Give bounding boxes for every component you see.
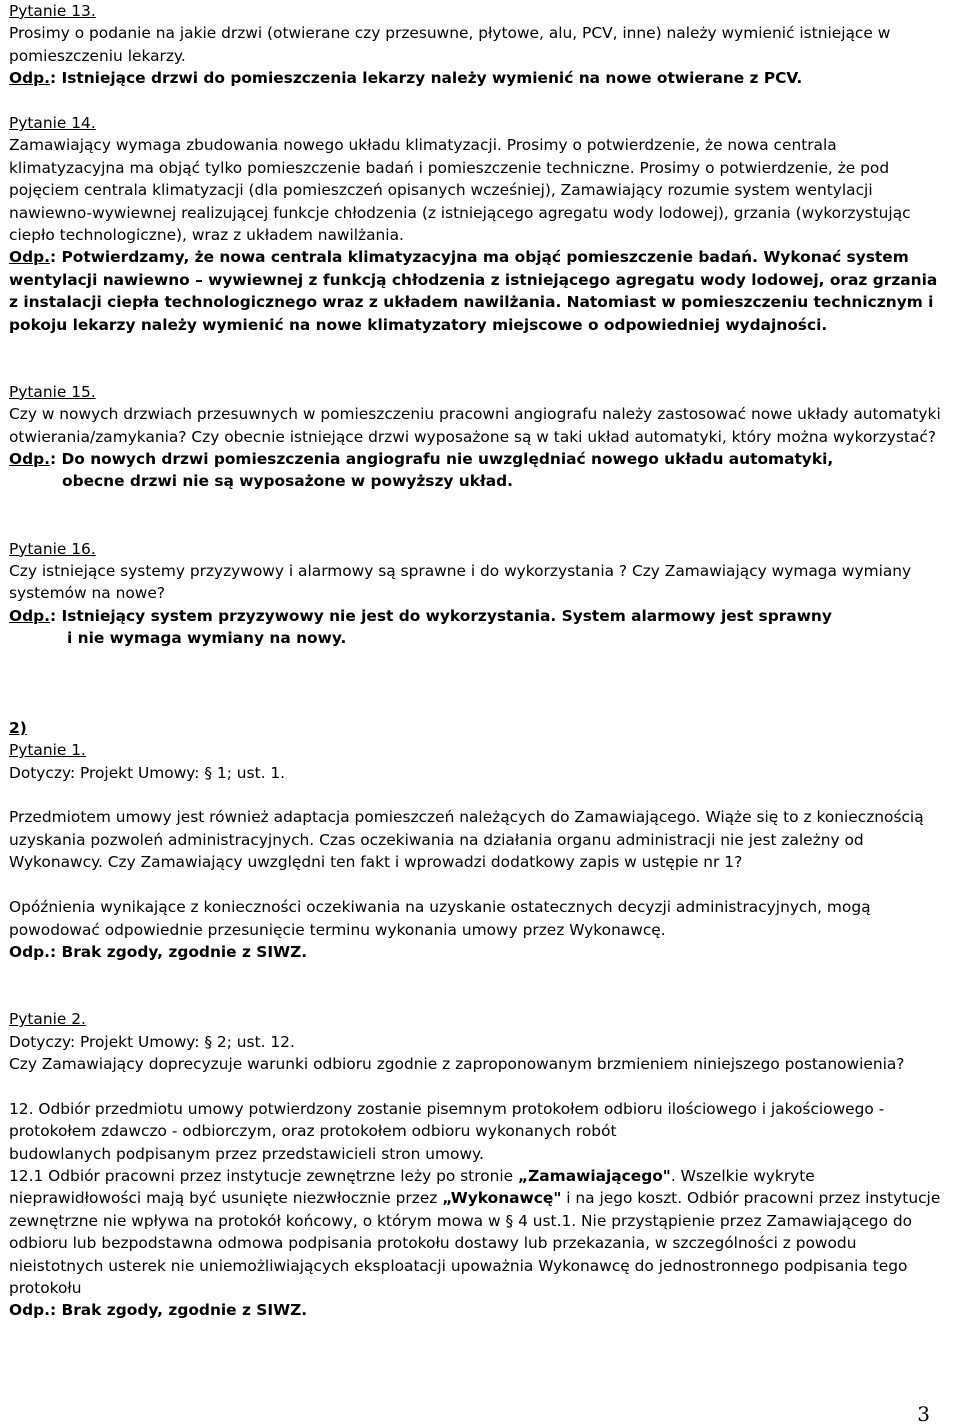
q13-heading: Pytanie 13. <box>9 2 96 20</box>
q16-answer-cont: i nie wymaga wymiany na nowy. <box>67 629 347 648</box>
q15-answer-cont: obecne drzwi nie są wyposażone w powyższy układ. <box>62 472 513 491</box>
s2-q2-answer: Odp.: Brak zgody, zgodnie z SIWZ. <box>9 1301 308 1320</box>
odp-label: Odp. <box>9 69 50 88</box>
s2-q2-clause-12-1 <box>9 1165 949 1299</box>
page-number: 3 <box>917 1402 930 1426</box>
q13-question: Prosimy o podanie na jakie drzwi (otwierane czy przesuwne, płytowe, alu, PCV, inne) należy wymienić istniejące w pomieszczeniu lekarzy. <box>9 24 891 65</box>
q13-answer <box>9 67 949 89</box>
odp-label: Odp. <box>9 606 50 625</box>
q14-question: Zamawiający wymaga zbudowania nowego układu klimatyzacji. Prosimy o potwierdzenie, że nowa centrala klimatyzacyjna ma objąć tylko pomieszczenie badań i pomieszczenie techniczne. Prosimy o potwierdzenie, że pod pojęciem centrala klimatyzacji (dla pomieszczeń opisanych wcześniej), Zamawiający rozumie system wentylacji nawiewno-wywiewnej realizującej funkcje chłodzenia (z istniejącego agregatu wody lodowej), grzania (wykorzystując ciepło technologiczne), wraz z układem nawilżania. <box>9 136 911 245</box>
text-run: 12.1 Odbiór pracowni przez instytucje zewnętrzne leży po stronie <box>9 1166 519 1185</box>
q14-heading: Pytanie 14. <box>9 114 96 133</box>
s2-q1-ref: Dotyczy: Projekt Umowy: § 1; ust. 1. <box>9 763 286 782</box>
section-2-label: 2) <box>9 718 27 737</box>
q15-heading: Pytanie 15. <box>9 382 96 401</box>
q15-question: Czy w nowych drzwiach przesuwnych w pomieszczeniu pracowni angiografu należy zastosować nowe układy automatyki otwierania/zamykania? Czy obecnie istniejące drzwi wyposażone są w taki układ automatyki, który można wykorzystać? <box>9 405 941 446</box>
q16-answer <box>9 605 949 627</box>
s2-q1-para1: Przedmiotem umowy jest również adaptacja pomieszczeń należących do Zamawiającego. Wiąże się to z koniecznością uzyskania pozwoleń administracyjnych. Czas oczekiwania na działania organu administracji nie jest zależny od Wykonawcy. Czy Zamawiający uwzględni ten fakt i wprowadzi dodatkowy zapis w ustępie nr 1? <box>9 808 924 872</box>
s2-q2-ref: Dotyczy: Projekt Umowy: § 2; ust. 12. <box>9 1032 295 1051</box>
text-run: . Wszelkie wykryte nieprawidłowości mają być usunięte niezwłocznie przez <box>9 1166 815 1208</box>
text-run: i na jego koszt. Odbiór pracowni przez instytucje zewnętrzne nie wpływa na protokół końcowy, o którym mowa w § 4 ust.1. Nie przystąpienie przez Zamawiającego do odbioru lub bezpodstawna odmowa podpisania protokołu dostawy lub przekazania, w szczególności z powodu nieistotnych usterek nie uniemożliwiających eksploatacji upoważnia Wykonawcę do jednostronnego podpisania tego protokołu <box>9 1189 941 1297</box>
text-run-bold: „Zamawiającego" <box>518 1166 671 1185</box>
q16-question: Czy istniejące systemy przyzywowy i alarmowy są sprawne i do wykorzystania ? Czy Zamawiający wymaga wymiany systemów na nowe? <box>9 562 912 603</box>
answer-text: : Istniejące drzwi do pomieszczenia lekarzy należy wymienić na nowe otwierane z PCV. <box>49 69 803 88</box>
s2-q2-clause-12-cont: budowlanych podpisanym przez przedstawicieli stron umowy. <box>9 1144 484 1163</box>
s2-q1-heading: Pytanie 1. <box>9 741 86 760</box>
document-page <box>9 0 949 1322</box>
answer-text: : Do nowych drzwi pomieszczenia angiografu nie uwzględniać nowego układu automatyki, <box>49 450 834 469</box>
answer-text: : Istniejący system przyzywowy nie jest do wykorzystania. System alarmowy jest sprawny <box>49 606 832 625</box>
answer-text: : Potwierdzamy, że nowa centrala klimatyzacyjna ma objąć pomieszczenie badań. Wykonać system wentylacji nawiewno – wywiewnej z funkcją chłodzenia z istniejącego agregatu wody lodowej, oraz grzania z instalacji ciepła technologicznego wraz z układem nawilżania. Natomiast w pomieszczeniu technicznym i pokoju lekarzy należy wymienić na nowe klimatyzatory miejscowe o odpowiedniej wydajności. <box>9 248 938 334</box>
s2-q2-question: Czy Zamawiający doprecyzuje warunki odbioru zgodnie z zaproponowanym brzmieniem niniejszego postanowienia? <box>9 1054 905 1073</box>
q16-heading: Pytanie 16. <box>9 539 96 558</box>
odp-label: Odp. <box>9 450 50 469</box>
q15-answer <box>9 448 949 470</box>
s2-q2-clause-12: 12. Odbiór przedmiotu umowy potwierdzony zostanie pisemnym protokołem odbioru ilościowego i jakościowego - protokołem zdawczo - odbiorczym, oraz protokołem odbioru wykonanych robót <box>9 1099 885 1141</box>
odp-label: Odp. <box>9 248 50 267</box>
s2-q2-heading: Pytanie 2. <box>9 1010 86 1029</box>
q14-answer <box>9 246 949 336</box>
s2-q1-answer: Odp.: Brak zgody, zgodnie z SIWZ. <box>9 942 308 961</box>
s2-q1-para2: Opóźnienia wynikające z konieczności oczekiwania na uzyskanie ostatecznych decyzji administracyjnych, mogą powodować odpowiednie przesunięcie terminu wykonania umowy przez Wykonawcę. <box>9 898 871 939</box>
text-run-bold: „Wykonawcę" <box>442 1189 562 1208</box>
